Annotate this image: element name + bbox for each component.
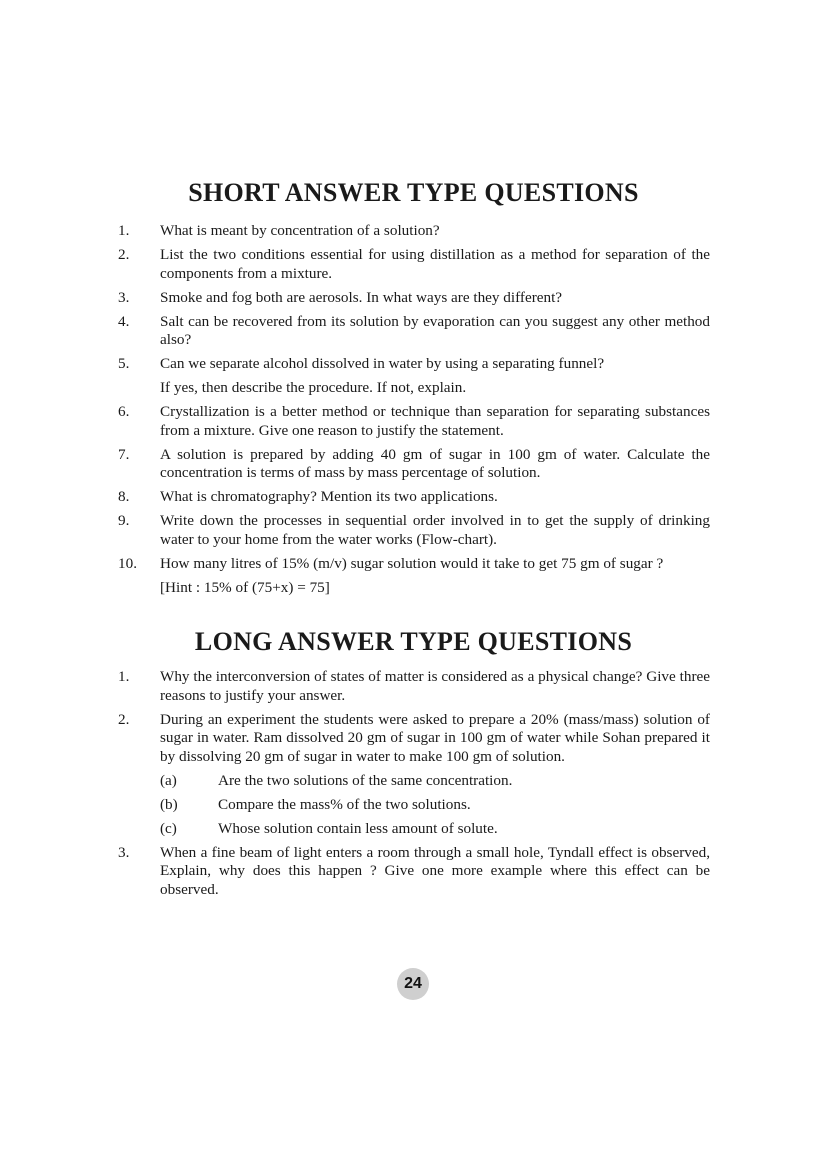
question-number: 6.: [118, 403, 130, 420]
question-number: 8.: [118, 488, 130, 505]
sub-question-text: Are the two solutions of the same concentration.: [218, 771, 513, 789]
question-text: How many litres of 15% (m/v) sugar solution would it take to get 75 gm of sugar ?: [160, 554, 664, 572]
question-number: 9.: [118, 512, 130, 529]
question-number: 10.: [118, 554, 137, 572]
question-item: [0, 488, 827, 507]
question-item: [0, 355, 827, 398]
question-item: [0, 446, 827, 483]
sub-question: [0, 820, 827, 839]
question-followup: If yes, then describe the procedure. If not, explain.: [160, 379, 467, 396]
question-item: [0, 222, 827, 241]
sub-question-label: (a): [160, 771, 177, 789]
question-number: 3.: [118, 843, 130, 861]
question-text: When a fine beam of light enters a room through a small hole, Tyndall effect is observed, Explain, why does this happen ? Give one more example where this effect can be observed.: [160, 843, 710, 898]
question-item: [0, 844, 827, 900]
question-number: 5.: [118, 355, 130, 372]
page-number-badge: 24: [397, 968, 429, 1000]
sub-question-text: Compare the mass% of the two solutions.: [218, 795, 471, 813]
question-text: Why the interconversion of states of matter is considered as a physical change? Give three reasons to justify your answer.: [160, 668, 710, 704]
question-item: [0, 668, 827, 705]
question-number: 1.: [118, 668, 130, 685]
question-hint: [Hint : 15% of (75+x) = 75]: [160, 578, 330, 596]
sub-question: [0, 772, 827, 791]
question-text: What is meant by concentration of a solution?: [160, 222, 440, 239]
question-item: [0, 289, 827, 308]
question-item: [0, 711, 827, 839]
sub-question-text: Whose solution contain less amount of solute.: [218, 819, 498, 837]
long-answer-heading: LONG ANSWER TYPE QUESTIONS: [194, 627, 633, 656]
question-text: Write down the processes in sequential order involved in to get the supply of drinking water to your home from the water works (Flow-chart).: [160, 512, 710, 548]
sub-question-label: (c): [160, 819, 177, 837]
question-item: [0, 403, 827, 440]
question-text: Crystallization is a better method or technique than separation for separating substances from a mixture. Give one reason to justify the statement.: [160, 403, 710, 439]
question-number: 1.: [118, 222, 130, 239]
question-item: [0, 512, 827, 549]
question-text: Can we separate alcohol dissolved in water by using a separating funnel?: [160, 355, 605, 372]
long-answer-list: [0, 668, 827, 905]
short-answer-heading: SHORT ANSWER TYPE QUESTIONS: [188, 178, 639, 207]
question-number: 2.: [118, 246, 130, 263]
question-number: 2.: [118, 710, 130, 728]
question-item: [0, 313, 827, 350]
question-item: [0, 555, 827, 598]
short-answer-list: [0, 222, 827, 603]
question-number: 3.: [118, 288, 130, 306]
question-number: 4.: [118, 312, 130, 330]
question-text: During an experiment the students were asked to prepare a 20% (mass/mass) solution of sugar in water. Ram dissolved 20 gm of sugar in 100 gm of water while Sohan prepared it by dissolving 20 gm of sugar in water to make 100 gm of solution.: [160, 710, 710, 765]
question-item: [0, 246, 827, 283]
question-text: Salt can be recovered from its solution by evaporation can you suggest any other method also?: [160, 312, 710, 348]
question-text: Smoke and fog both are aerosols. In what ways are they different?: [160, 288, 563, 306]
question-number: 7.: [118, 445, 130, 463]
question-text: A solution is prepared by adding 40 gm of sugar in 100 gm of water. Calculate the concentration is terms of mass by mass percentage of solution.: [160, 445, 710, 481]
sub-question-label: (b): [160, 795, 178, 813]
question-text: List the two conditions essential for using distillation as a method for separation of the components from a mixture.: [160, 246, 710, 282]
sub-question: [0, 796, 827, 815]
question-text: What is chromatography? Mention its two applications.: [160, 488, 498, 505]
